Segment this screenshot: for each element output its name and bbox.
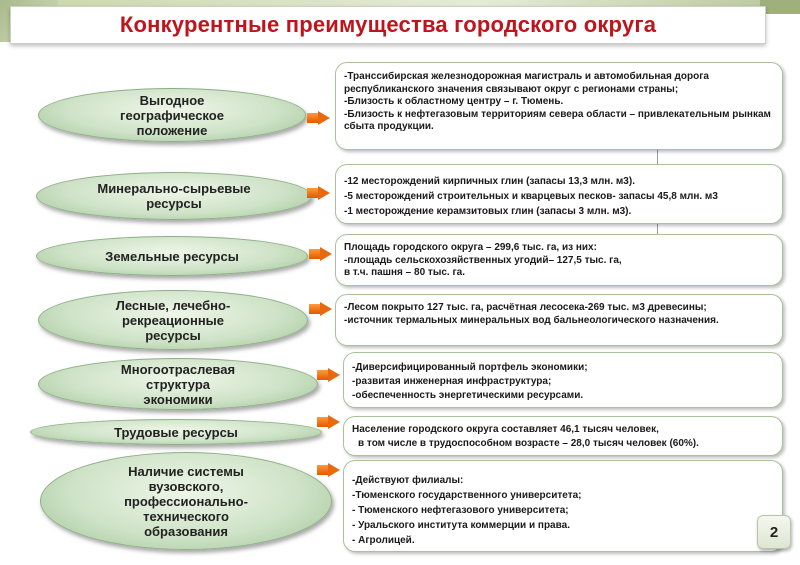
box-line: -Действуют филиалы: (352, 475, 464, 486)
box-line: -Близость к областному центру – г. Тюмень. (344, 96, 564, 107)
box-line: -1 месторождение керамзитовых глин (запасы 3 млн. м3). (344, 206, 632, 217)
box-line: -обеспеченность энергетическими ресурсами. (352, 390, 584, 401)
connector-line (657, 224, 658, 234)
box-labor (343, 416, 783, 456)
page-number: 2 (757, 515, 791, 549)
title-box (10, 6, 766, 44)
box-geography (335, 62, 783, 150)
box-line: в том числе в трудоспособном возрасте – 28,0 тысяч человек (60%). (358, 438, 699, 449)
arrow-right-icon (309, 247, 333, 261)
oval-land (36, 236, 308, 276)
box-land (335, 234, 783, 286)
oval-labor (30, 419, 322, 445)
box-line: -Лесом покрыто 127 тыс. га, расчётная лесосека-269 тыс. м3 древесины; (344, 302, 707, 313)
box-line: в т.ч. пашня – 80 тыс. га. (344, 267, 465, 278)
box-line: - Агролицей. (352, 535, 415, 546)
box-line: -развитая инженерная инфраструктура; (352, 376, 552, 387)
page-title: Конкурентные преимущества городского округа (119, 12, 657, 37)
arrow-right-icon (307, 186, 331, 200)
box-economy (343, 352, 783, 408)
oval-education (40, 452, 332, 550)
box-line: -Транссибирская железнодорожная магистраль и автомобильная дорога республиканского значения связывают округ с регионами страны; (344, 71, 709, 95)
arrow-right-icon (309, 302, 333, 316)
oval-economy (38, 358, 318, 410)
corner-decor-right (760, 0, 800, 14)
oval-label: Выгодное географическое положение (120, 92, 224, 138)
box-line: Площадь городского округа – 299,6 тыс. га, из них: (344, 242, 597, 253)
box-forest (335, 294, 783, 346)
oval-label: Лесные, лечебно- рекреационные ресурсы (115, 297, 231, 343)
box-line: - Тюменского нефтегазового университета; (352, 505, 569, 516)
oval-label: Минерально-сырьевые ресурсы (97, 181, 251, 211)
box-line: -источник термальных минеральных вод бальнеологического назначения. (344, 314, 719, 326)
box-line: -Близость к нефтегазовым территориям севера области – привлекательным рынкам сбыта продукции. (344, 108, 771, 132)
oval-geography (38, 88, 306, 142)
box-line: -5 месторождений строительных и кварцевых песков- запасы 45,8 млн. м3 (344, 191, 718, 202)
oval-label: Земельные ресурсы (105, 248, 239, 264)
oval-label: Наличие системы вузовского, профессионально- технического образования (124, 463, 248, 539)
box-line: -Диверсифицированный портфель экономики; (352, 362, 588, 373)
connector-line (657, 150, 658, 164)
box-line: -площадь сельскохозяйственных угодий– 127,5 тыс. га, (344, 254, 622, 266)
oval-label: Трудовые ресурсы (114, 424, 238, 440)
box-education (343, 460, 783, 552)
oval-minerals (36, 172, 312, 220)
box-line: Население городского округа составляет 46,1 тысяч человек, (352, 424, 659, 435)
box-line: -Тюменского государственного университета; (352, 490, 582, 501)
arrow-right-icon (307, 111, 331, 125)
oval-label: Многоотраслевая структура экономики (120, 361, 236, 407)
arrow-right-icon (317, 463, 341, 477)
box-line: - Уральского института коммерции и права. (352, 520, 570, 531)
oval-forest (38, 290, 308, 350)
arrow-right-icon (317, 415, 341, 429)
arrow-right-icon (317, 368, 341, 382)
box-minerals (335, 164, 783, 224)
box-line: -12 месторождений кирпичных глин (запасы 13,3 млн. м3). (344, 176, 635, 187)
